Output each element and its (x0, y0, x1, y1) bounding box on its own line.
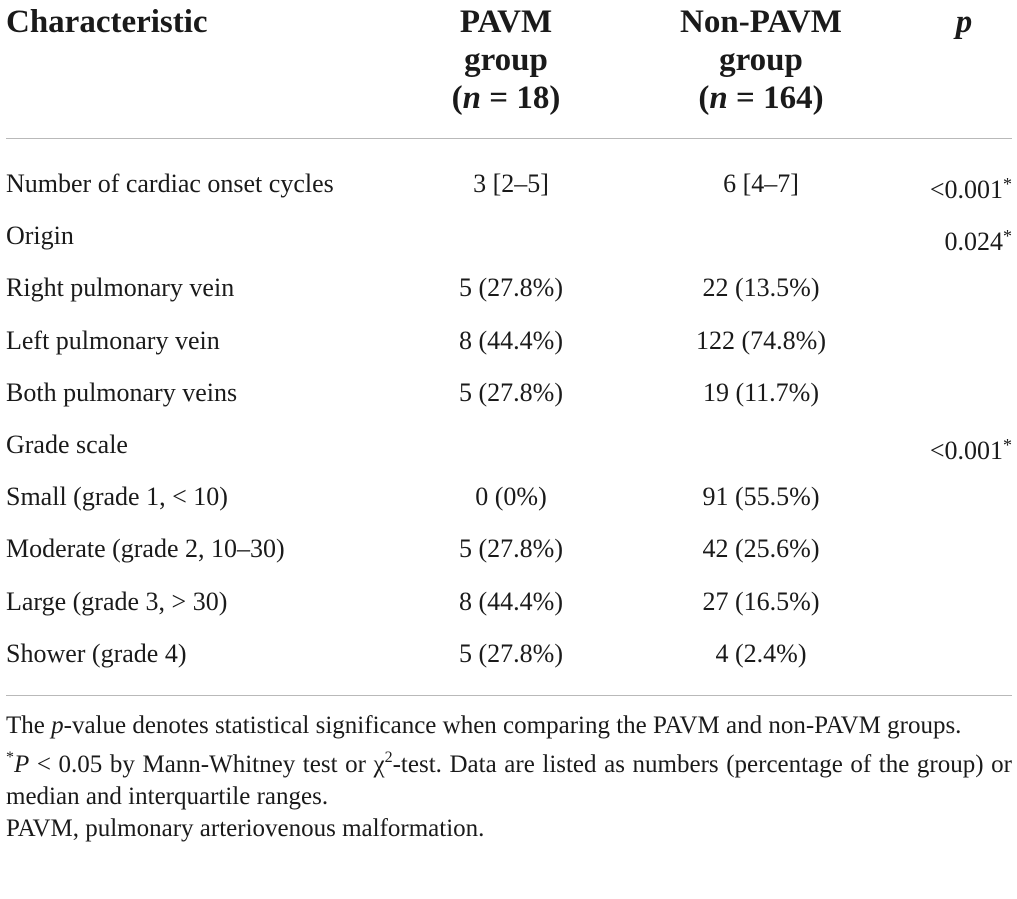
header-characteristic: Characteristic (6, 4, 208, 40)
header-p-value: p (955, 4, 973, 40)
row-label: Grade scale (6, 429, 128, 459)
table-row (6, 523, 1012, 575)
n-value: = 18) (481, 80, 561, 116)
footnote-abbreviation: PAVM, pulmonary arteriovenous malformation. (6, 815, 485, 842)
header-pavm-line2: group (464, 42, 548, 78)
paren-open: ( (698, 80, 710, 116)
cell-pavm-value: 8 (44.4%) (459, 586, 563, 616)
n-value: = 164) (727, 80, 824, 116)
row-label: Small (grade 1, < 10) (6, 482, 228, 512)
cell-non-pavm-value: 22 (13.5%) (702, 273, 820, 303)
footnote-star: * (6, 749, 14, 766)
header-non-n (646, 79, 876, 117)
cell-p-value (945, 210, 1013, 268)
table-footnotes (6, 710, 1012, 845)
row-label: Large (grade 3, > 30) (6, 586, 228, 616)
cell-non-pavm-value: 42 (25.6%) (702, 534, 820, 564)
table-row (6, 576, 1012, 628)
footnote-text: -value denotes statistical significance when comparing the PAVM and non-PAVM groups. (63, 712, 962, 739)
cell-pavm-value: 3 [2–5] (473, 169, 549, 198)
table-bottom-divider (6, 695, 1012, 696)
row-label: Shower (grade 4) (6, 638, 187, 668)
cell-pavm-value: 0 (0%) (475, 482, 547, 512)
row-label: Left pulmonary vein (6, 325, 220, 355)
header-non-pavm-group (646, 3, 876, 117)
cell-p-value (930, 158, 1012, 216)
footnote-text: -test. Data are listed as numbers (percentage of the group) or median and interquartile ranges. (6, 751, 1012, 810)
table-body (6, 158, 1012, 680)
footnote-italic: P (14, 751, 30, 778)
footnote-text: The (6, 712, 52, 739)
table-row (6, 628, 1012, 680)
cell-non-pavm-value: 122 (74.8%) (696, 325, 826, 355)
header-non-line1: Non-PAVM (680, 4, 842, 40)
table-row (6, 471, 1012, 523)
cell-pavm-value: 5 (27.8%) (459, 273, 563, 303)
cell-non-pavm-value: 6 [4–7] (723, 169, 799, 198)
row-label: Moderate (grade 2, 10–30) (6, 534, 285, 564)
table-header (6, 0, 1012, 138)
row-label: Number of cardiac onset cycles (6, 169, 334, 198)
table-row (6, 262, 1012, 314)
header-pavm-line1: PAVM (459, 4, 553, 40)
row-label: Right pulmonary vein (6, 273, 235, 303)
cell-non-pavm-value: 4 (2.4%) (715, 638, 807, 668)
cell-non-pavm-value: 19 (11.7%) (702, 377, 819, 407)
cell-non-pavm-value: 91 (55.5%) (702, 482, 820, 512)
cell-pavm-value: 5 (27.8%) (459, 638, 563, 668)
header-non-line2: group (719, 42, 803, 78)
table-row (6, 210, 1012, 262)
n-symbol: n (462, 80, 482, 116)
cell-pavm-value: 5 (27.8%) (459, 377, 563, 407)
cell-pavm-value: 8 (44.4%) (459, 325, 563, 355)
footnote-p-value (6, 710, 1012, 742)
table-row (6, 315, 1012, 367)
footnote-text: < 0.05 by Mann-Whitney test or χ (29, 751, 385, 778)
significance-star: * (1003, 226, 1012, 247)
header-pavm-n (426, 79, 586, 117)
cell-p-value (930, 419, 1012, 477)
header-divider (6, 138, 1012, 139)
n-symbol: n (709, 80, 728, 116)
paren-open: ( (451, 80, 463, 116)
cell-pavm-value: 5 (27.8%) (459, 534, 563, 564)
table-row (6, 419, 1012, 471)
p-value-text: <0.001 (929, 175, 1003, 204)
header-pavm-group (426, 3, 586, 117)
row-label: Both pulmonary veins (6, 377, 238, 407)
significance-star: * (1003, 434, 1012, 455)
footnote-significance (6, 742, 1012, 813)
p-value-text: 0.024 (944, 227, 1003, 257)
cell-non-pavm-value: 27 (16.5%) (702, 586, 820, 616)
data-table (6, 0, 1012, 668)
row-label: Origin (6, 221, 74, 251)
p-value-text: <0.001 (929, 435, 1003, 465)
significance-star: * (1003, 174, 1012, 194)
footnote-italic: p (51, 712, 64, 739)
table-row (6, 158, 1012, 210)
footnote-superscript: 2 (384, 749, 393, 766)
table-row (6, 367, 1012, 419)
